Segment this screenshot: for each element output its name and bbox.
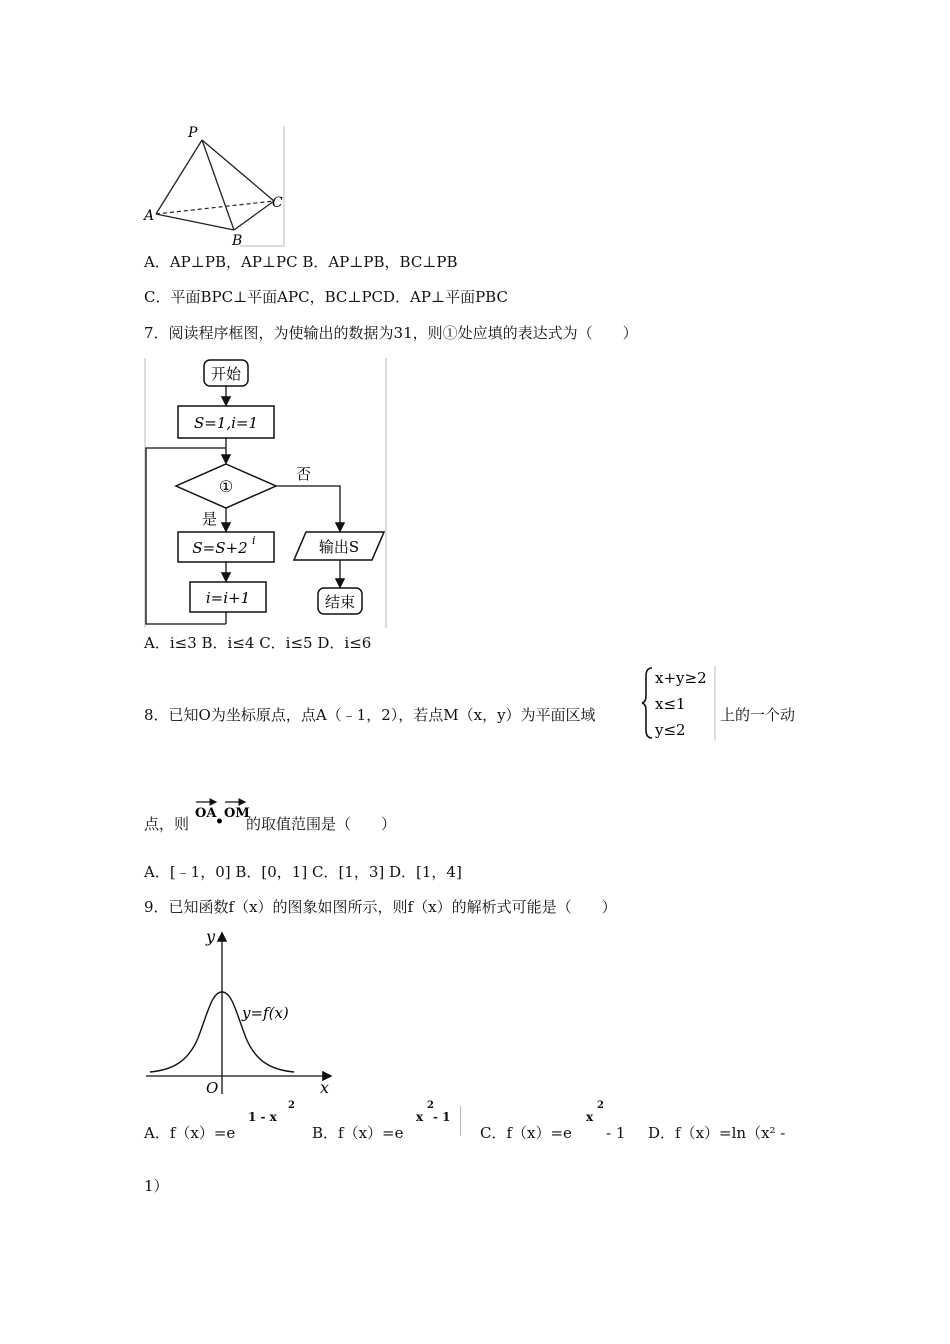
q9-option-d-continued: 1） <box>144 1177 169 1195</box>
q6-options-line2: C．平面BPC⊥平面APC，BC⊥PCD．AP⊥平面PBC <box>144 288 508 306</box>
label-p: P <box>188 125 198 141</box>
system-line-1: x+y≥2 <box>655 669 707 687</box>
dot-product-expression <box>192 796 252 830</box>
function-graph <box>140 926 340 1098</box>
dot-operator: • <box>215 814 224 830</box>
edge-ac-hidden <box>156 201 274 214</box>
edge-bc <box>234 201 274 230</box>
x-axis-label: x <box>320 1078 330 1097</box>
update-s-exponent: i <box>252 534 256 547</box>
tetrahedron-figure <box>140 122 290 250</box>
q7-options: A．i≤3 B．i≤4 C．i≤5 D．i≤6 <box>144 634 372 652</box>
system-line-3: y≤2 <box>655 721 686 739</box>
label-c: C <box>272 195 283 211</box>
start-label: 开始 <box>210 365 242 383</box>
output-label: 输出S <box>318 538 360 556</box>
system-brace <box>642 668 652 738</box>
update-i-label: i=i+1 <box>205 589 251 607</box>
q9-option-b-exponent-square: 2 <box>427 1100 434 1111</box>
system-line-2: x≤1 <box>655 695 686 713</box>
q9-option-d: D．f（x）=ln（x² - <box>648 1124 786 1142</box>
q9-stem: 9．已知函数f（x）的图象如图所示，则f（x）的解析式可能是（ ） <box>144 898 617 916</box>
edge-ab <box>156 214 234 230</box>
q8-stem-right: 上的一个动 <box>720 706 796 724</box>
vector-oa: OA <box>195 806 217 821</box>
q8-line2-left: 点，则 <box>144 815 190 833</box>
q9-option-b-frame <box>460 1106 461 1136</box>
q6-options-line1: A．AP⊥PB，AP⊥PC B．AP⊥PB，BC⊥PB <box>144 253 458 271</box>
no-label: 否 <box>296 465 312 483</box>
vector-om: OM <box>224 806 250 821</box>
q9-option-c-exponent: x <box>586 1110 594 1124</box>
q8-stem-left: 8．已知O为坐标原点，点A（﹣1，2），若点M（x，y）为平面区域 <box>144 706 596 724</box>
q8-options: A．[﹣1，0] B．[0，1] C．[1，3] D．[1，4] <box>144 863 462 881</box>
q9-option-b-exponent: x <box>416 1110 424 1124</box>
update-s-label: S=S+2 <box>192 539 248 557</box>
q7-stem: 7．阅读程序框图，为使输出的数据为31，则①处应填的表达式为（ ） <box>144 324 638 342</box>
curve-label: y=f(x) <box>242 1004 289 1022</box>
q9-option-c-minus: - 1 <box>606 1124 626 1142</box>
label-b: B <box>232 233 243 249</box>
inequality-system <box>640 664 720 742</box>
label-a: A <box>144 208 155 224</box>
init-label: S=1,i=1 <box>193 414 259 432</box>
q9-option-a: A．f（x）=e <box>144 1124 236 1142</box>
q8-line2-right: 的取值范围是（ ） <box>246 815 397 833</box>
yes-label: 是 <box>202 510 218 528</box>
condition-label: ① <box>218 477 234 496</box>
q9-option-c: C．f（x）=e <box>480 1124 572 1142</box>
q9-option-a-exponent: 1 - x <box>248 1110 277 1124</box>
edge-pa <box>156 140 202 214</box>
q9-option-c-exponent-square: 2 <box>597 1100 604 1111</box>
no-branch-line <box>276 486 340 530</box>
origin-label: O <box>206 1079 219 1097</box>
flowchart-figure <box>140 356 392 632</box>
y-axis-label: y <box>206 927 216 946</box>
q9-option-b-exponent-minus: - 1 <box>433 1110 451 1124</box>
q9-option-b: B．f（x）=e <box>312 1124 404 1142</box>
q9-option-a-exponent-square: 2 <box>288 1100 295 1111</box>
end-label: 结束 <box>324 593 356 611</box>
